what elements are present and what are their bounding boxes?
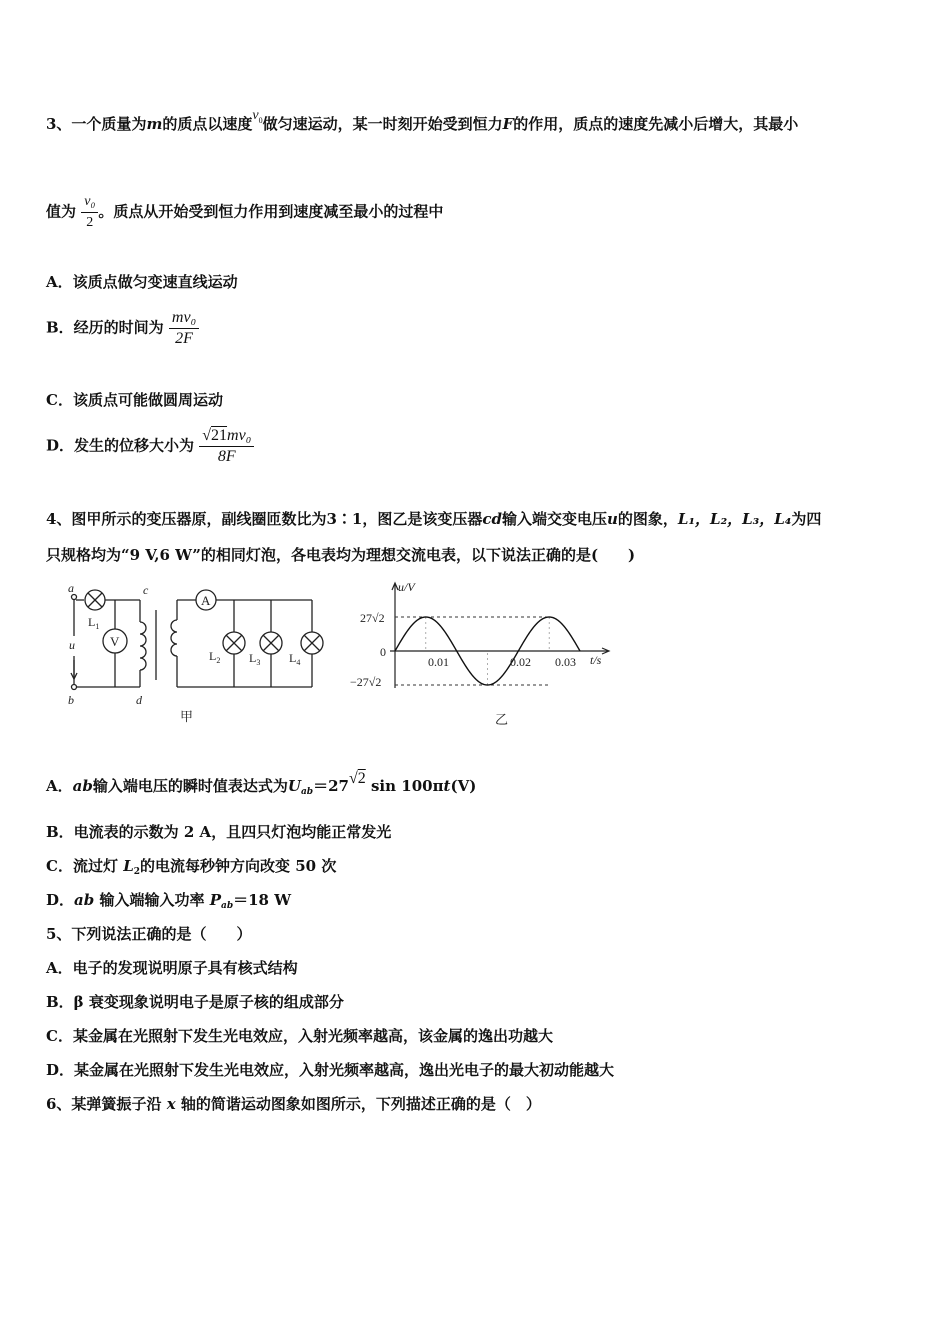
q4-circuit-diagram xyxy=(60,580,330,725)
q3-option-d-fraction: $\frac{\text{√21mv₀}}{8F}$ xyxy=(199,426,254,467)
circuit-label-b: b xyxy=(68,693,74,707)
q3-stem-line1 xyxy=(46,108,799,141)
q5-option-d[interactable]: D．某金属在光照射下发生光电效应，入射光频率越高，逸出光电子的最大初动能越大 xyxy=(46,1061,615,1079)
q3-text: 的作用，质点的速度先减小后增大，其最小 xyxy=(513,115,799,133)
graph-caption: 乙 xyxy=(495,712,509,727)
circuit-label-L2: $L_2$ xyxy=(209,649,221,665)
graph-xtick-002: 0.02 xyxy=(510,655,531,669)
circuit-label-a: a xyxy=(68,581,74,595)
circuit-label-L3: $L_3$ xyxy=(249,651,261,667)
circuit-label-L4: $L_4$ xyxy=(289,651,301,667)
q3-var-F: F xyxy=(502,115,514,133)
q4-option-d[interactable]: D．ab 输入端输入功率 $P_{ab}=18$ W xyxy=(46,891,292,911)
q3-text: 的质点以速度 xyxy=(162,115,253,133)
q3-text: 。质点从开始受到恒力作用到速度减至最小的过程中 xyxy=(98,202,444,221)
q5-option-b[interactable]: B．β 衰变现象说明电子是原子核的组成部分 xyxy=(46,993,344,1011)
graph-origin-label: 0 xyxy=(380,645,386,659)
q4-stem-line2: 只规格均为“9 V,6 W”的相同灯泡，各电表均为理想交流电表，以下说法正确的是( ) xyxy=(46,546,636,564)
graph-xtick-001: 0.01 xyxy=(428,655,449,669)
q5-stem: 5、下列说法正确的是（ ） xyxy=(46,925,252,943)
circuit-label-L1: $L_1$ xyxy=(88,615,100,631)
q3-option-d[interactable] xyxy=(46,426,254,467)
q4-option-b[interactable]: B．电流表的示数为 2 A，且四只灯泡均能正常发光 xyxy=(46,823,392,841)
q3-var-m: m xyxy=(146,115,163,133)
graph-ylabel: u/V xyxy=(398,580,415,594)
graph-xlabel: t/s xyxy=(590,653,602,667)
graph-xtick-003: 0.03 xyxy=(555,655,576,669)
q5-option-c[interactable]: C．某金属在光照射下发生光电效应，入射光频率越高，该金属的逸出功越大 xyxy=(46,1027,553,1045)
q4-option-a[interactable]: A．ab输入端电压的瞬时值表达式为$U_{ab}=27√2$ sin 100πt(V) xyxy=(46,770,477,797)
q4-voltage-graph xyxy=(340,578,630,728)
q4-option-c[interactable]: C．流过灯 $L_2$的电流每秒钟方向改变 50 次 xyxy=(46,857,337,877)
q3-text: 做匀速运动，某一时刻开始受到恒力 xyxy=(262,115,503,133)
q3-option-b[interactable] xyxy=(46,308,199,349)
circuit-label-u: u xyxy=(69,638,75,652)
q3-option-d-text: D．发生的位移大小为 xyxy=(46,436,195,455)
q3-text: 3、一个质量为 xyxy=(46,115,147,133)
q4-stem-line1: 4、图甲所示的变压器原，副线圈匝数比为3∶1，图乙是该变压器cd输入端交变电压u的图象，L₁，L₂，L₃，L₄为四 xyxy=(46,510,822,528)
q5-option-a[interactable]: A．电子的发现说明原子具有核式结构 xyxy=(46,959,298,977)
voltmeter-icon: V xyxy=(110,634,120,649)
graph-ytick-negative: −27√2 xyxy=(350,675,382,689)
q3-text: 值为 xyxy=(46,202,77,221)
circuit-caption: 甲 xyxy=(180,709,194,724)
q3-option-c[interactable]: C．该质点可能做圆周运动 xyxy=(46,391,223,409)
q3-var-v0: $v_0$ xyxy=(252,108,263,125)
q3-option-b-text: B．经历的时间为 xyxy=(46,318,164,337)
circuit-label-d: d xyxy=(136,693,142,707)
q3-stem-line2 xyxy=(46,192,443,233)
graph-ytick-positive: 27√2 xyxy=(360,611,385,625)
q3-option-b-fraction: $\frac{\text{mv₀}}{2F}$ xyxy=(169,308,199,349)
q3-min-speed-fraction: $\frac{\text{v₀}}{2}$ xyxy=(81,192,98,233)
circuit-label-c: c xyxy=(143,583,149,597)
q6-stem: 6、某弹簧振子沿 x 轴的简谐运动图象如图所示，下列描述正确的是（ ） xyxy=(46,1095,541,1113)
ammeter-icon: A xyxy=(201,593,211,608)
q3-option-a[interactable]: A．该质点做匀变速直线运动 xyxy=(46,273,238,291)
